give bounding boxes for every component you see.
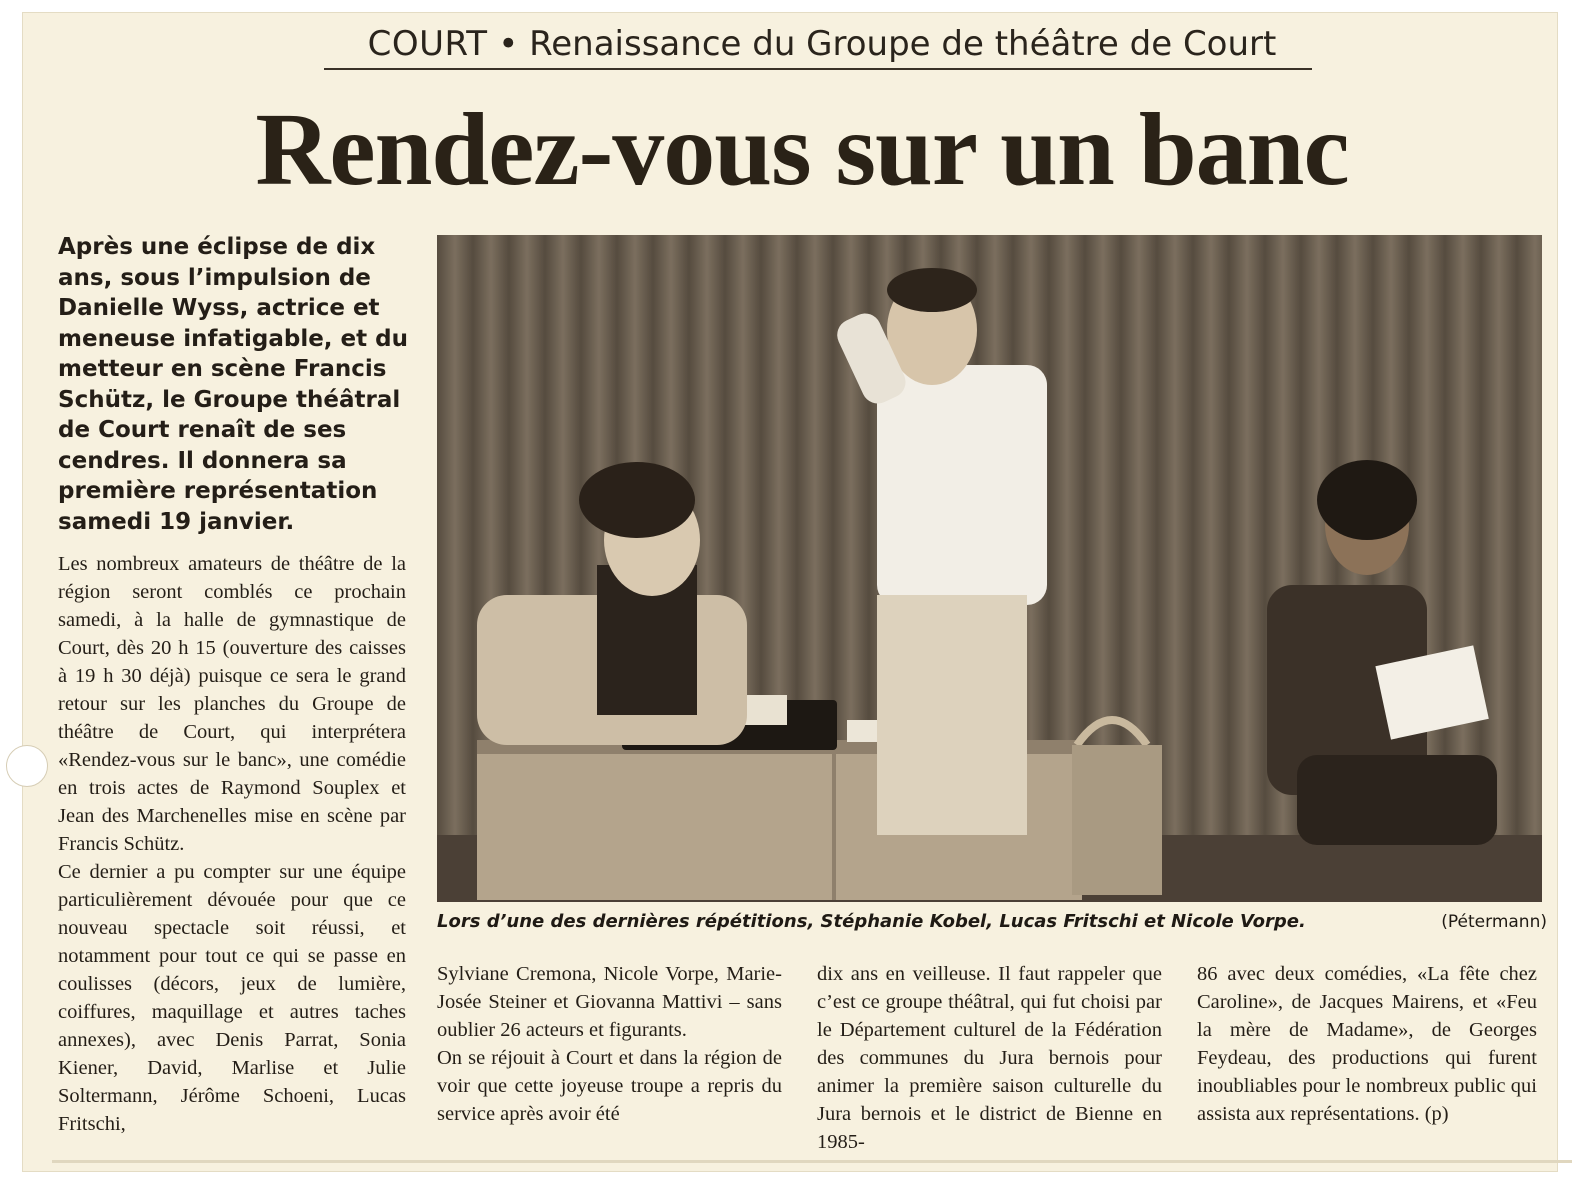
body-column-4 (1197, 960, 1537, 1128)
body-paragraph: Sylviane Cremona, Nicole Vorpe, Marie-Josée Steiner et Giovanna Mattivi – sans oublier 26 acteurs et figurants. (437, 963, 782, 1041)
kicker-underline (324, 68, 1312, 70)
headline: Rendez-vous sur un banc (255, 92, 1349, 207)
photo-caption (437, 905, 1547, 939)
photo (437, 235, 1542, 902)
body-column-2 (437, 960, 782, 1128)
clipping-bottom-edge (52, 1160, 1572, 1163)
caption-text: Lors d’une des dernières répétitions, Stéphanie Kobel, Lucas Fritschi et Nicole Vorpe. (437, 911, 1306, 932)
lead-paragraph: Après une éclipse de dix ans, sous l’impulsion de Danielle Wyss, actrice et meneuse infatigable, et du metteur en scène Francis Schütz, le Groupe théâtral de Court renaît de ses cendres. Il donnera sa première représentation samedi 19 janvier. (58, 234, 408, 535)
body-column-3 (817, 960, 1162, 1156)
newspaper-clipping (22, 12, 1558, 1172)
kicker-bullet: • (498, 24, 519, 64)
body-paragraph: 86 avec deux comédies, «La fête chez Caroline», de Jacques Mairens, et «Feu la mère de Madame», de Georges Feydeau, des productions qui furent inoubliables pour le nombreux public qui assista aux représentations. (p) (1197, 963, 1537, 1125)
body-paragraph: Les nombreux amateurs de théâtre de la région seront comblés ce prochain samedi, à la halle de gymnastique de Court, dès 20 h 15 (ouverture des caisses à 19 h 30 déjà) puisque ce sera le grand retour sur les planches du Groupe de théâtre de Court, qui interprétera «Rendez-vous sur le banc», une comédie en trois actes de Raymond Souplex et Jean des Marchenelles mise en scène par Francis Schütz. (58, 553, 406, 855)
body-paragraph: On se réjouit à Court et dans la région de voir que cette joyeuse troupe a repris du service après avoir été (437, 1047, 782, 1125)
body-paragraph: Ce dernier a pu compter sur une équipe particulièrement dévouée pour que ce nouveau spectacle soit réussi, et notamment pour tout ce qui se passe en coulisses (décors, jeux de lumière, coiffures, maquillage et autres taches annexes), avec Denis Parrat, Sonia Kiener, David, Marlise et Julie Soltermann, Jérôme Schoeni, Lucas Fritschi, (58, 861, 406, 1135)
body-column-1 (58, 550, 406, 1138)
body-paragraph: dix ans en veilleuse. Il faut rappeler que c’est ce groupe théâtral, qui fut choisi par le Département culturel de la Fédération des communes du Jura bernois pour animer la première saison culturelle du Jura bernois et le district de Bienne en 1985- (817, 963, 1162, 1153)
kicker-topic: Renaissance du Groupe de théâtre de Court (529, 24, 1277, 64)
photo-credit: (Pétermann) (1441, 912, 1547, 932)
basket (1072, 720, 1162, 895)
rehearsal-photo (437, 235, 1542, 902)
punch-hole (6, 745, 48, 787)
kicker (322, 20, 1322, 70)
kicker-place: COURT (367, 24, 488, 64)
